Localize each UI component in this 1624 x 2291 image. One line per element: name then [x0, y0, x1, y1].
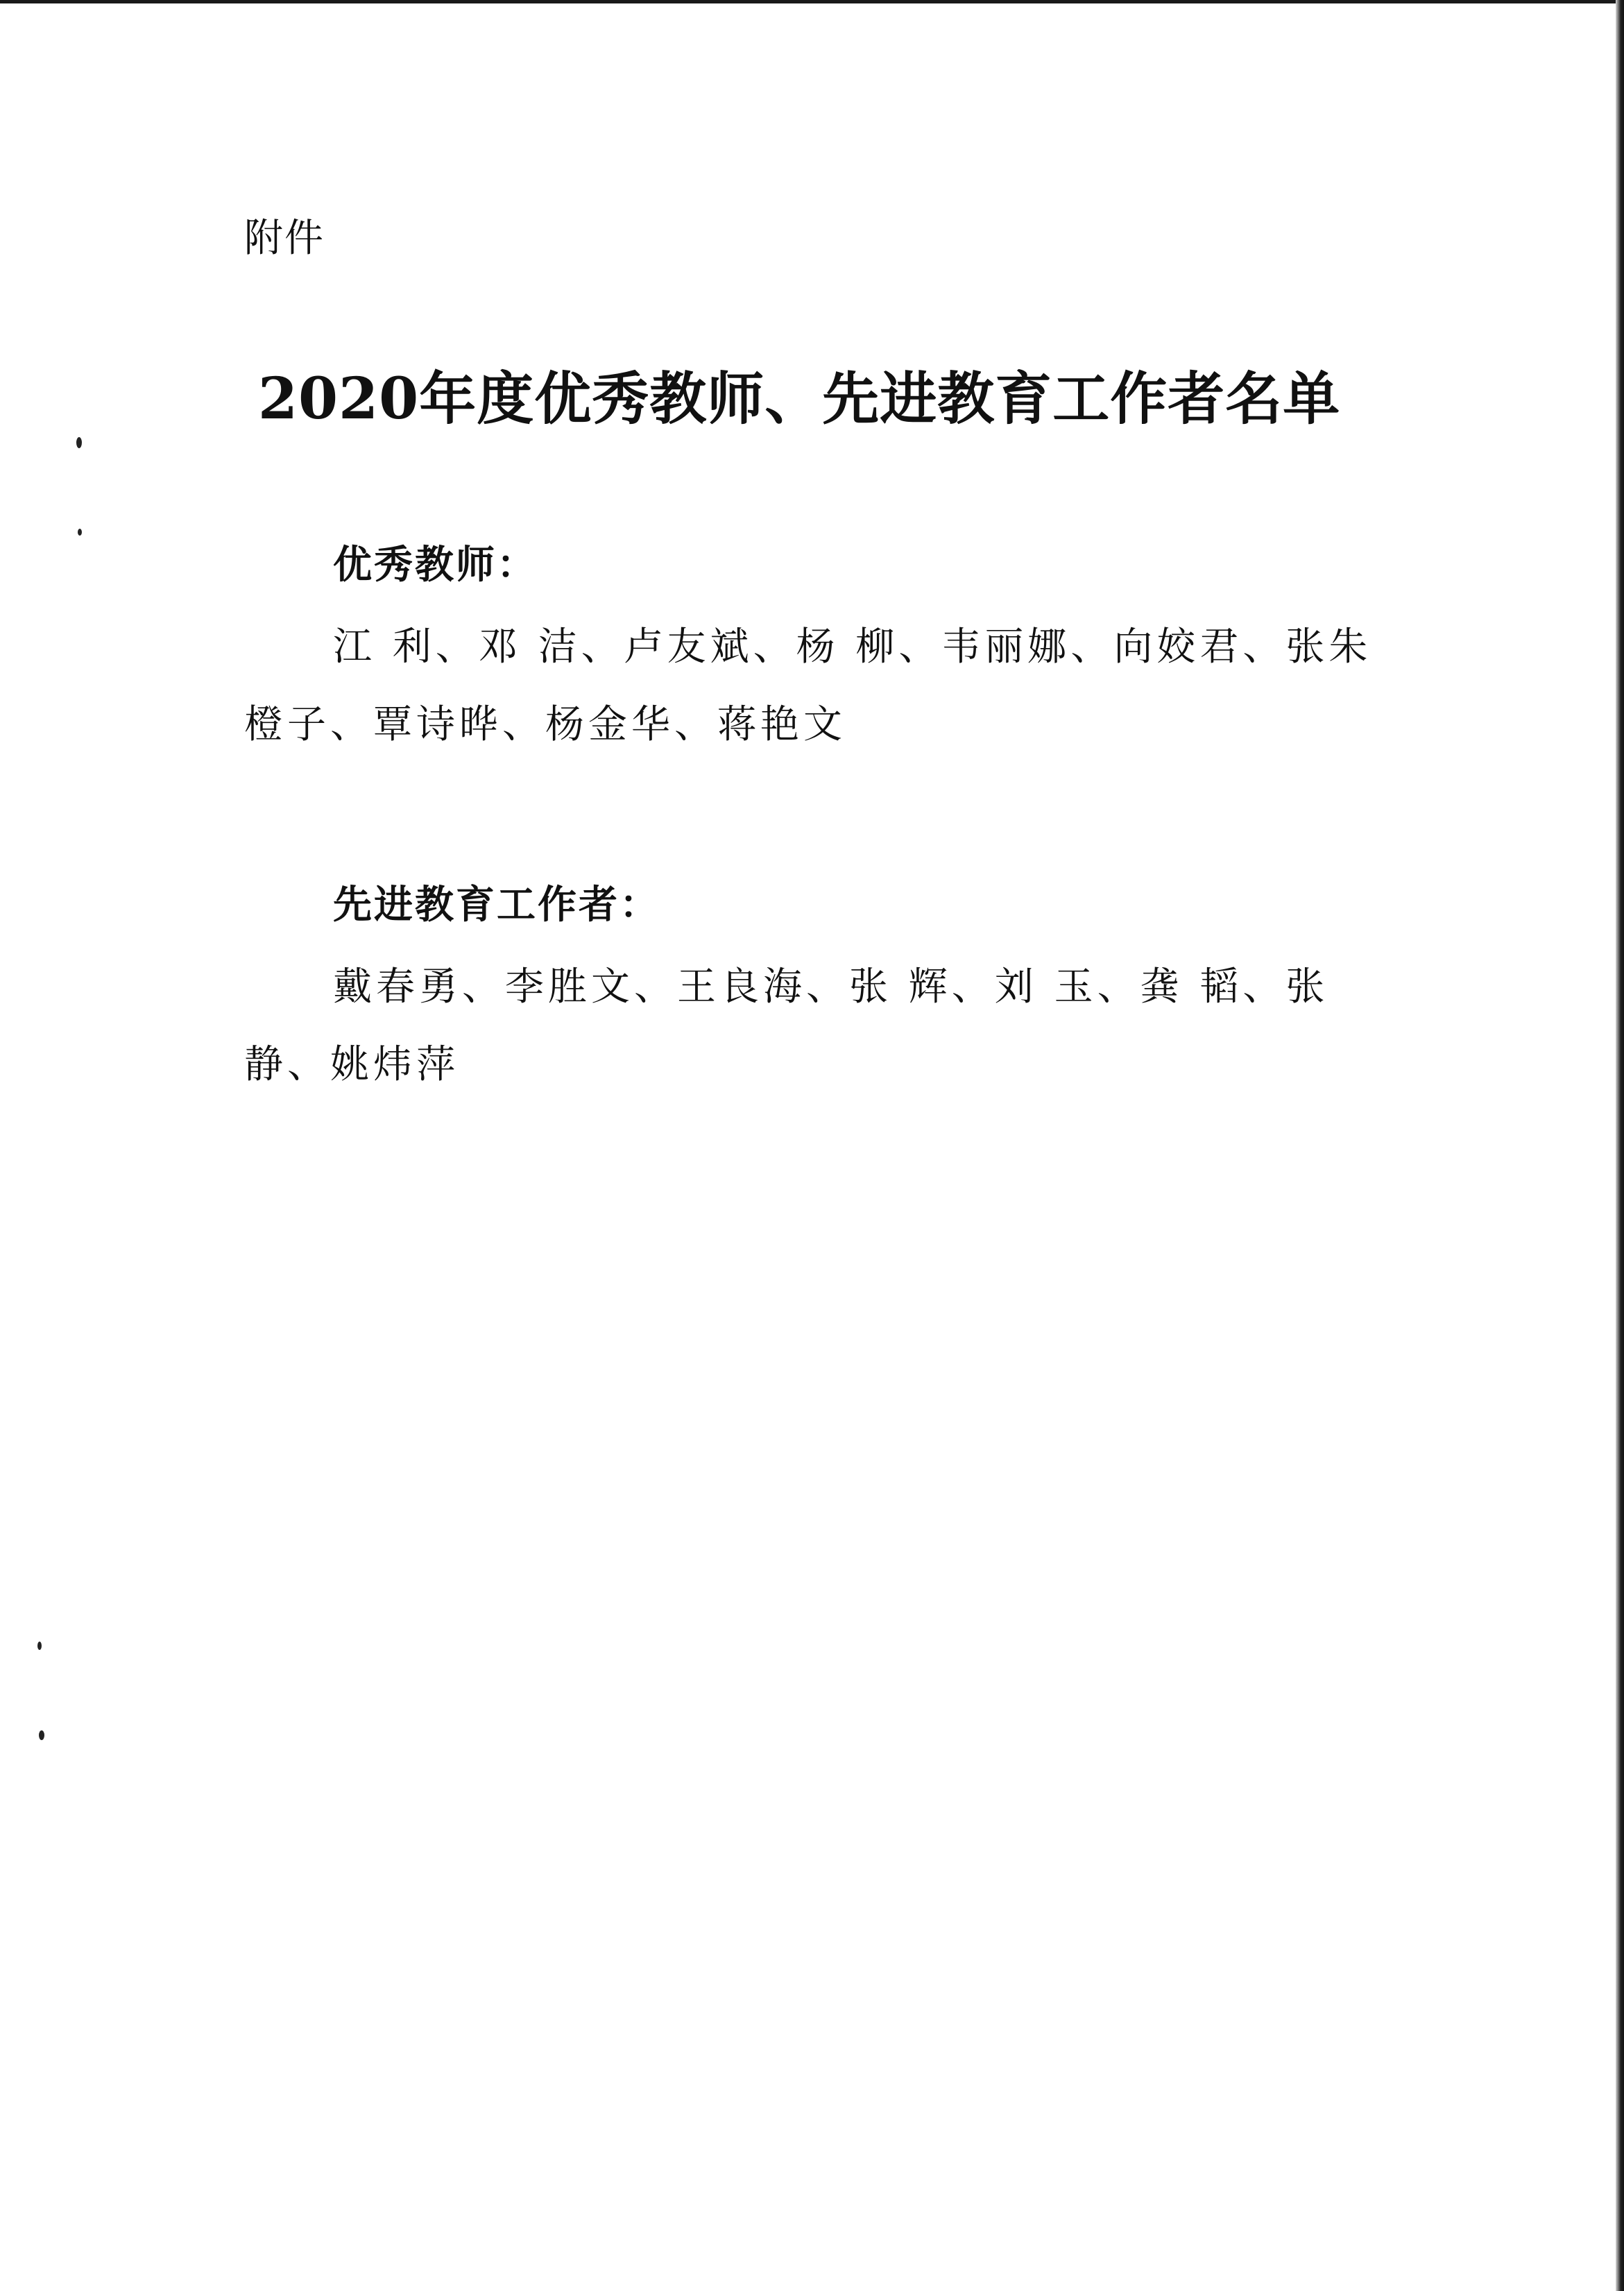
name-list-advanced-workers: 戴春勇、李胜文、王良海、张 辉、刘 玉、龚 韬、张静、姚炜萍: [244, 964, 1329, 1087]
section-heading-excellent-teachers: 优秀教师：: [333, 543, 538, 588]
attachment-label: 附件: [244, 216, 325, 261]
section-excellent-teachers: [244, 538, 1382, 764]
section-heading-advanced-workers: 先进教育工作者：: [333, 883, 660, 928]
scan-speck: [76, 437, 82, 448]
scan-speck: [39, 1730, 44, 1740]
document-title: 2020年度优秀教师、先进教育工作者名单: [258, 366, 1341, 432]
name-list-excellent-teachers: 江 利、邓 洁、卢友斌、杨 柳、韦丽娜、向姣君、张朱橙子、覃诗晔、杨金华、蒋艳文: [244, 624, 1372, 747]
scan-speck: [37, 1642, 42, 1650]
section-advanced-workers: [244, 878, 1382, 1104]
scan-speck: [78, 529, 82, 536]
